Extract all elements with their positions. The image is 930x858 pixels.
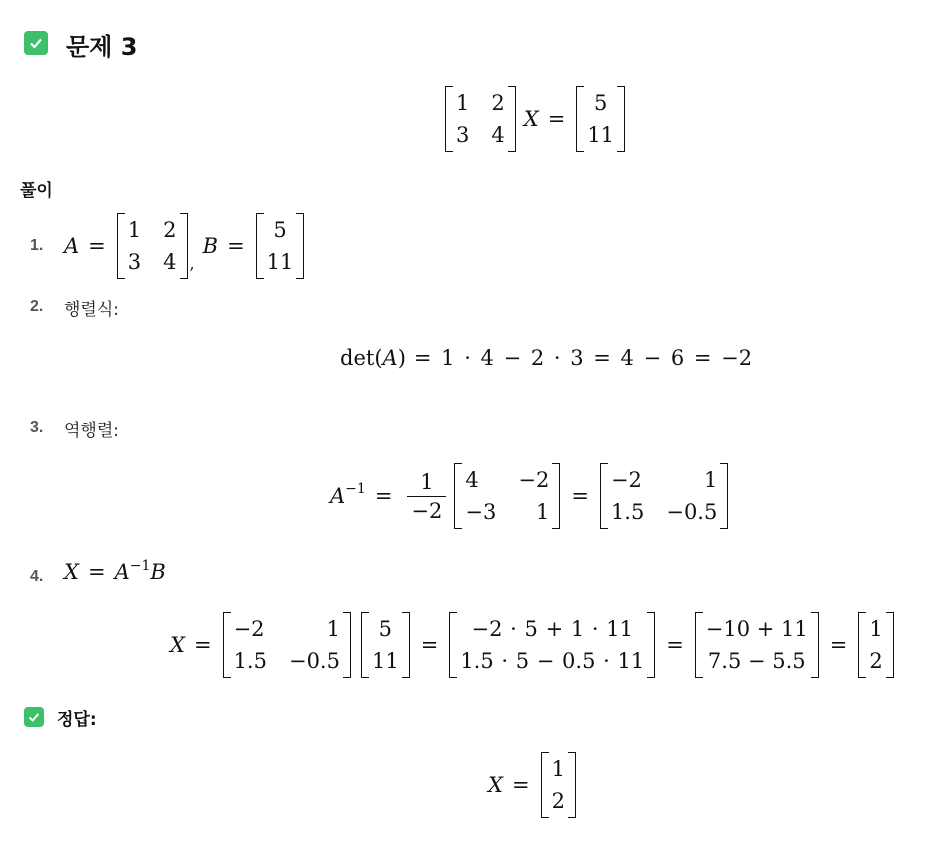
compute-equation: X = −2 1 1.5 −0.5 5 11 = −2 · 5 + 1 · 11 1.5 · 5 − 0.5 · 11 = −10 + 11 7.5 − 5.5 = 1 2 xyxy=(170,612,896,678)
step-2-label: 행렬식: xyxy=(64,300,119,320)
step-2-number: 2. xyxy=(30,298,44,315)
matrix-rhs: 5 11 xyxy=(576,86,625,152)
problem-equation: 1 2 3 4 X = 5 11 xyxy=(443,86,627,152)
problem-title: 문제 3 xyxy=(66,33,138,61)
determinant-equation: det ( A ) = 1 · 4 − 2 · 3 = 4 − 6 = −2 xyxy=(340,346,753,370)
check-icon xyxy=(24,31,48,55)
matrix-a: 1 2 3 4 xyxy=(445,86,516,152)
answer-equation: X = 1 2 xyxy=(488,752,578,818)
step-1-number: 1. xyxy=(30,237,44,254)
step-4-number: 4. xyxy=(30,568,44,585)
step-1-equation: A = 1 2 3 4 , B = 5 11 xyxy=(64,213,306,279)
step-3-label: 역행렬: xyxy=(64,421,119,441)
solution-label: 풀이 xyxy=(20,181,53,201)
step-3-number: 3. xyxy=(30,419,44,436)
inverse-equation: A $^{-1}$ = $\frac{1}{-2}$ 4 −2 −3 1 = −2 1 1.5 −0.5 xyxy=(330,463,730,529)
answer-label: 정답: xyxy=(57,710,97,730)
step-4-equation: X = A $^{-1}$ B xyxy=(64,558,166,584)
check-icon xyxy=(24,707,44,727)
